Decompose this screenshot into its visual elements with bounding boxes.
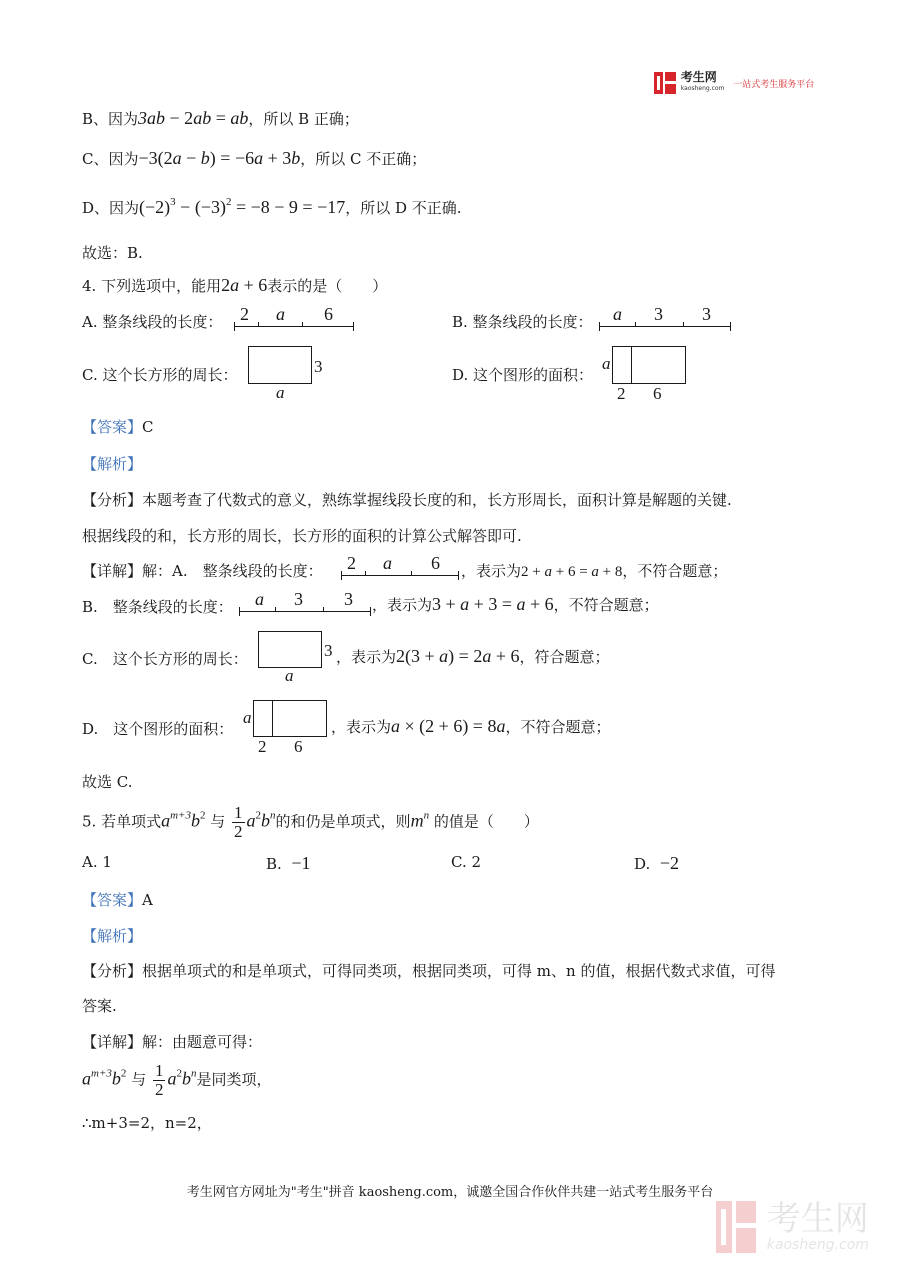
header-slogan: 一站式考生服务平台 [733, 79, 815, 90]
q5-stem: 5. 若单项式$a^{m+3}b^2$ 与 $\frac{1}{2}$ $a^2b^n$的和仍是单项式，则$m^n$ 的值是（ ） [82, 803, 539, 841]
q5-option-a: A. 1 [82, 853, 112, 871]
q5-answer: 【答案】A [82, 891, 153, 909]
q5-fenxi-2: 答案. [82, 997, 117, 1015]
q4-stem: 4. 下列选项中，能用2a + 6表示的是（ ） [82, 275, 388, 295]
logo-sub: kaosheng.com [680, 85, 725, 92]
q3-option-b: B、因为3ab − 2ab = ab，所以 B 正确； [82, 108, 359, 128]
q5-detail-3: ∴m+3=2，n=2， [82, 1114, 212, 1132]
q4-detail-b-result: ，表示为3 + a + 3 = a + 6，不符合题意； [372, 594, 659, 614]
q4-detail-b-segment: a 3 3 [239, 590, 371, 612]
q5-option-d: D. −2 [634, 853, 679, 873]
q4-detail-a-result: ，表示为2 + a + 6 = a + 8，不符合题意； [461, 562, 728, 580]
q4-detail-d-divider [272, 700, 273, 737]
watermark-text: 考生网 [766, 1199, 869, 1239]
q4-option-d-side-a: a [602, 354, 611, 373]
q4-answer: 【答案】C [82, 418, 154, 436]
q4-detail-c-side-a: a [285, 666, 294, 685]
q4-fenxi-1: 【分析】本题考查了代数式的意义，熟练掌握线段长度的和，长方形周长，面积计算是解题的关键. [82, 491, 732, 509]
watermark-sub: kaosheng.com [766, 1237, 869, 1253]
q3-choose: 故选：B. [82, 244, 143, 262]
q4-choose: 故选 C. [82, 773, 133, 791]
q4-fenxi-2: 根据线段的和，长方形的周长，长方形的面积的计算公式解答即可. [82, 527, 522, 545]
q4-detail-a: 【详解】解：A. 整条线段的长度： [82, 562, 323, 580]
q4-option-c-rectangle [248, 346, 312, 384]
q4-option-b-segment: a 3 3 [599, 305, 731, 327]
q4-option-d-figure [612, 346, 686, 384]
q4-detail-b: B. 整条线段的长度： [82, 598, 233, 616]
logo-text: 考生网 [680, 70, 717, 84]
q4-option-d-width-2: 2 [617, 384, 626, 403]
q4-detail-d-width-2: 2 [258, 737, 267, 756]
q3-option-d: D、因为$(-2)^3 - (-3)^2 = -8 - 9 = -17$，所以 D 不正确. [82, 196, 462, 217]
q4-option-d-divider [631, 346, 632, 384]
q4-option-d-width-6: 6 [653, 384, 662, 403]
q4-analysis-tag: 【解析】 [82, 455, 143, 473]
q4-option-c-label: C. 这个长方形的周长： [82, 366, 238, 384]
q5-detail-1: 【详解】解：由题意可得： [82, 1033, 263, 1051]
q5-option-b: B. −1 [266, 853, 311, 873]
q4-option-d-label: D. 这个图形的面积： [452, 366, 594, 384]
q4-detail-d-side-a: a [243, 708, 252, 727]
q4-detail-d-width-6: 6 [294, 737, 303, 756]
q4-detail-d: D. 这个图形的面积： [82, 720, 234, 738]
watermark-logo-icon [716, 1201, 756, 1253]
q5-detail-2: $a^{m+3}b^2$ 与 $\frac{1}{2}$ $a^2b^n$是同类项， [82, 1061, 272, 1099]
header-logo [654, 72, 814, 94]
q5-analysis-tag: 【解析】 [82, 927, 143, 945]
q4-option-a-segment: 2 a 6 [234, 305, 354, 327]
watermark [716, 1201, 869, 1253]
q4-detail-c: C. 这个长方形的周长： [82, 650, 248, 668]
q4-detail-c-rectangle [258, 631, 322, 668]
q5-fenxi-1: 【分析】根据单项式的和是单项式，可得同类项，根据同类项，可得 m、n 的值，根据代数式求值，可得 [82, 962, 776, 980]
q4-option-b-label: B. 整条线段的长度： [452, 313, 593, 331]
q4-detail-a-segment: 2 a 6 [341, 554, 459, 576]
q4-detail-d-result: ，表示为a × (2 + 6) = 8a，不符合题意； [331, 716, 611, 736]
logo-icon [654, 72, 676, 94]
q4-option-c-side-3: 3 [314, 357, 323, 376]
q4-detail-c-side-3: 3 [324, 641, 333, 660]
footer-text: 考生网官方网址为"考生"拼音 kaosheng.com，诚邀全国合作伙伴共建一站式考生服务平台 [186, 1185, 714, 1200]
q5-option-c: C. 2 [451, 853, 482, 871]
q3-option-c: C、因为−3(2a − b) = −6a + 3b，所以 C 不正确； [82, 148, 427, 168]
q4-detail-c-result: ，表示为2(3 + a) = 2a + 6，符合题意； [336, 646, 610, 666]
q4-detail-d-figure [253, 700, 327, 737]
q4-option-a-label: A. 整条线段的长度： [82, 313, 223, 331]
q4-option-c-side-a: a [276, 383, 285, 402]
